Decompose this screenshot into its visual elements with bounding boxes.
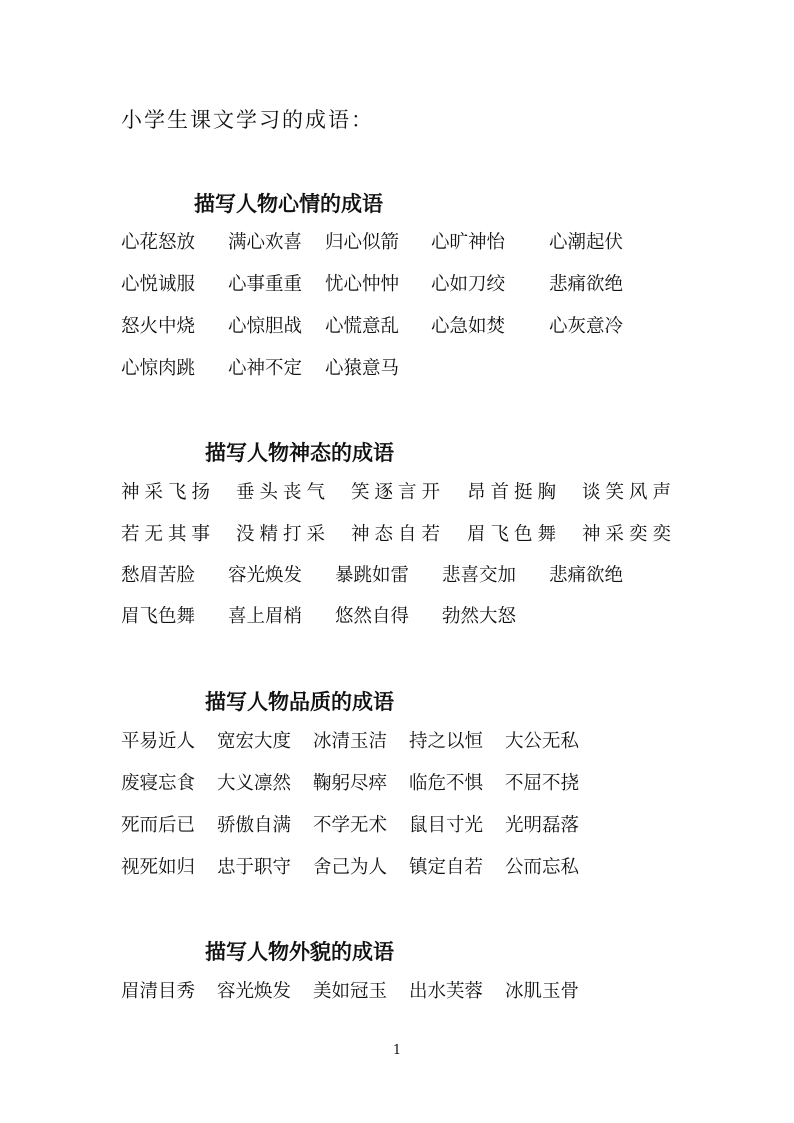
section-heading-mood: 描写人物心情的成语 [194,191,383,216]
idiom: 怒火中烧 [121,316,196,337]
idiom-row [121,772,721,800]
idiom: 笑逐言开 [351,482,446,503]
idiom: 神采奕奕 [582,524,677,545]
idiom: 心悦诚服 [121,274,196,295]
idiom: 若无其事 [121,524,216,545]
idiom: 美如冠玉 [313,981,388,1002]
idiom: 容光焕发 [217,981,292,1002]
idiom-row [121,730,721,758]
idiom: 昂首挺胸 [467,482,562,503]
section-heading-appearance: 描写人物外貌的成语 [205,939,394,964]
idiom: 不屈不挠 [505,773,580,794]
idiom-row [121,315,721,343]
idiom: 悲痛欲绝 [549,565,624,586]
idiom: 谈笑风声 [582,482,677,503]
idiom: 心潮起伏 [549,232,624,253]
idiom: 心花怒放 [121,232,196,253]
idiom: 不学无术 [313,815,388,836]
idiom: 骄傲自满 [217,815,292,836]
idiom: 悲痛欲绝 [549,274,624,295]
idiom: 舍己为人 [313,857,388,878]
idiom: 平易近人 [121,731,196,752]
idiom-row [121,481,721,509]
idiom: 心如刀绞 [431,274,506,295]
idiom: 心惊胆战 [228,316,303,337]
idiom: 没精打采 [236,524,331,545]
idiom: 心惊肉跳 [121,358,196,379]
idiom-row [121,564,721,592]
idiom-row [121,523,721,551]
idiom: 暴跳如雷 [335,565,410,586]
idiom: 眉飞色舞 [467,524,562,545]
idiom: 神态自若 [351,524,446,545]
idiom: 冰清玉洁 [313,731,388,752]
idiom: 心神不定 [228,358,303,379]
idiom: 鼠目寸光 [409,815,484,836]
idiom-row [121,357,721,385]
idiom: 光明磊落 [505,815,580,836]
idiom: 心急如焚 [431,316,506,337]
idiom-row [121,231,721,259]
idiom: 大义凛然 [217,773,292,794]
idiom: 心慌意乱 [325,316,400,337]
page-number: 1 [392,1043,402,1058]
idiom: 镇定自若 [409,857,484,878]
idiom: 临危不惧 [409,773,484,794]
idiom-row [121,980,721,1008]
idiom: 心猿意马 [325,358,400,379]
idiom: 冰肌玉骨 [505,981,580,1002]
idiom: 视死如归 [121,857,196,878]
idiom-row [121,856,721,884]
section-heading-expression: 描写人物神态的成语 [205,440,394,465]
idiom: 忧心忡忡 [325,274,400,295]
idiom: 废寝忘食 [121,773,196,794]
section-heading-character: 描写人物品质的成语 [205,689,394,714]
idiom: 眉清目秀 [121,981,196,1002]
idiom: 公而忘私 [505,857,580,878]
idiom: 大公无私 [505,731,580,752]
idiom: 神采飞扬 [121,482,216,503]
idiom: 忠于职守 [217,857,292,878]
idiom: 满心欢喜 [228,232,303,253]
idiom: 眉飞色舞 [121,606,196,627]
idiom: 持之以恒 [409,731,484,752]
idiom: 宽宏大度 [217,731,292,752]
idiom: 死而后已 [121,815,196,836]
idiom: 悠然自得 [335,606,410,627]
idiom: 鞠躬尽瘁 [313,773,388,794]
idiom: 愁眉苦脸 [121,565,196,586]
idiom: 出水芙蓉 [409,981,484,1002]
idiom-row [121,273,721,301]
idiom: 心事重重 [228,274,303,295]
idiom: 勃然大怒 [442,606,517,627]
idiom: 归心似箭 [325,232,400,253]
idiom: 心旷神怡 [431,232,506,253]
idiom: 垂头丧气 [236,482,331,503]
idiom: 心灰意冷 [549,316,624,337]
idiom: 喜上眉梢 [228,606,303,627]
idiom: 悲喜交加 [442,565,517,586]
document-title: 小学生课文学习的成语： [121,108,374,132]
idiom-row [121,605,721,633]
idiom-row [121,814,721,842]
idiom: 容光焕发 [228,565,303,586]
